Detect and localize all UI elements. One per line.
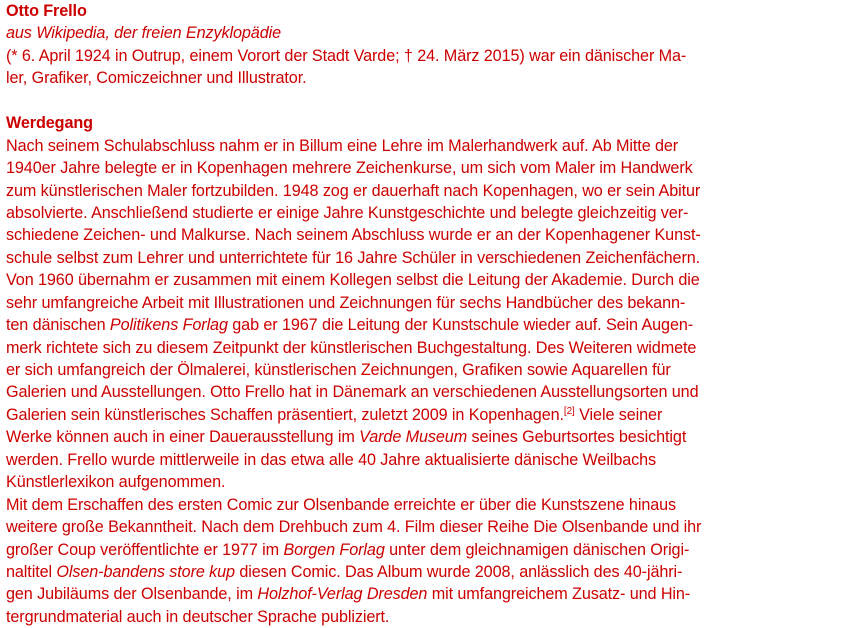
text-run: Viele seiner bbox=[574, 405, 663, 424]
text-run: seines Geburtsortes besichtigt bbox=[467, 428, 687, 447]
section-heading: Werdegang bbox=[6, 114, 93, 133]
text-run: diesen Comic. Das Album wurde 2008, anlässlich des 40-jähri- bbox=[234, 562, 683, 581]
text-run: naltitel bbox=[6, 562, 57, 581]
body-line: er sich umfangreich der Ölmalerei, künstlerischen Zeichnungen, Grafiken sowie Aquarellen für bbox=[6, 361, 671, 379]
body-line: Von 1960 übernahm er zusammen mit einem Kollegen selbst die Leitung der Akademie. Durch die bbox=[6, 271, 700, 290]
body-line: Mit dem Erschaffen des ersten Comic zur Olsenbande erreichte er über die Kunstszene hinaus bbox=[6, 495, 677, 514]
body-line bbox=[6, 314, 844, 336]
body-line: weitere große Bekanntheit. Nach dem Drehbuch zum 4. Film dieser Reihe Die Olsenbande und ihr bbox=[6, 518, 702, 537]
article bbox=[6, 0, 844, 628]
text-run: Galerien sein künstlerisches Schaffen präsentiert, zuletzt 2009 in Kopenhagen. bbox=[6, 405, 564, 424]
body-line: werden. Frello wurde mittlerweile in das etwa alle 40 Jahre aktualisierte dänische Weilbachs bbox=[6, 450, 657, 469]
body-line: schiedene Zeichen- und Malkurse. Nach seinem Abschluss wurde er an der Kopenhagener Kunst- bbox=[6, 226, 701, 245]
comic-title: Olsen-bandens store kup bbox=[56, 562, 235, 581]
body-line bbox=[6, 426, 844, 448]
paragraph-gap bbox=[6, 90, 844, 112]
museum-varde: Varde Museum bbox=[359, 428, 468, 447]
section-body bbox=[6, 135, 844, 628]
article-title: Otto Frello bbox=[6, 2, 87, 20]
body-line: 1940er Jahre belegte er in Kopenhagen mehrere Zeichenkurse, um sich vom Maler im Handwerk bbox=[6, 159, 693, 178]
body-line: Künstlerlexikon aufgenommen. bbox=[6, 473, 226, 492]
publisher-borgen-forlag: Borgen Forlag bbox=[283, 540, 385, 559]
body-line: tergrundmaterial auch in deutscher Sprache publiziert. bbox=[6, 607, 390, 626]
body-line: merk richtete sich zu diesem Zeitpunkt der künstlerischen Buchgestaltung. Des Weiteren widmete bbox=[6, 338, 697, 357]
text-run: unter dem gleichnamigen dänischen Origi- bbox=[384, 540, 690, 559]
body-line bbox=[6, 583, 844, 605]
body-line: zum künstlerischen Maler fortzubilden. 1948 zog er dauerhaft nach Kopenhagen, wo er sein Abitur bbox=[6, 181, 701, 200]
article-subtitle: aus Wikipedia, der freien Enzyklopädie bbox=[6, 24, 281, 43]
text-run: großer Coup veröffentlichte er 1977 im bbox=[6, 540, 284, 559]
intro-line: ler, Grafiker, Comiczeichner und Illustrator. bbox=[6, 69, 307, 88]
intro-line: (* 6. April 1924 in Outrup, einem Vorort der Stadt Varde; † 24. März 2015) war ein dänischer Ma- bbox=[6, 46, 687, 65]
publisher-holzhof-verlag: Holzhof-Verlag Dresden bbox=[257, 585, 428, 604]
text-run: Werke können auch in einer Dauerausstellung im bbox=[6, 428, 360, 447]
text-run: gen Jubiläums der Olsenbande, im bbox=[6, 585, 258, 604]
body-line bbox=[6, 539, 844, 561]
body-line: Galerien und Ausstellungen. Otto Frello hat in Dänemark an verschiedenen Ausstellungsorten und bbox=[6, 383, 699, 402]
publisher-politikens-forlag: Politikens Forlag bbox=[109, 316, 228, 335]
text-run: gab er 1967 die Leitung der Kunstschule wieder auf. Sein Augen- bbox=[227, 316, 694, 335]
body-line: absolvierte. Anschließend studierte er einige Jahre Kunstgeschichte und belegte gleichzeitig ver- bbox=[6, 203, 689, 222]
body-line: schule selbst zum Lehrer und unterrichtete für 16 Jahre Schüler in verschiedenen Zeichenfächern. bbox=[6, 248, 701, 267]
text-run: mit umfangreichem Zusatz- und Hin- bbox=[427, 585, 691, 604]
body-line: Nach seinem Schulabschluss nahm er in Billum eine Lehre im Malerhandwerk auf. Ab Mitte der bbox=[6, 136, 679, 155]
footnote-reference[interactable]: [2] bbox=[563, 405, 575, 417]
text-run: ten dänischen bbox=[6, 316, 110, 335]
body-line: sehr umfangreiche Arbeit mit Illustrationen und Zeichnungen für sechs Handbücher des bekann- bbox=[6, 293, 686, 312]
body-line bbox=[6, 561, 844, 583]
body-line bbox=[6, 404, 844, 426]
